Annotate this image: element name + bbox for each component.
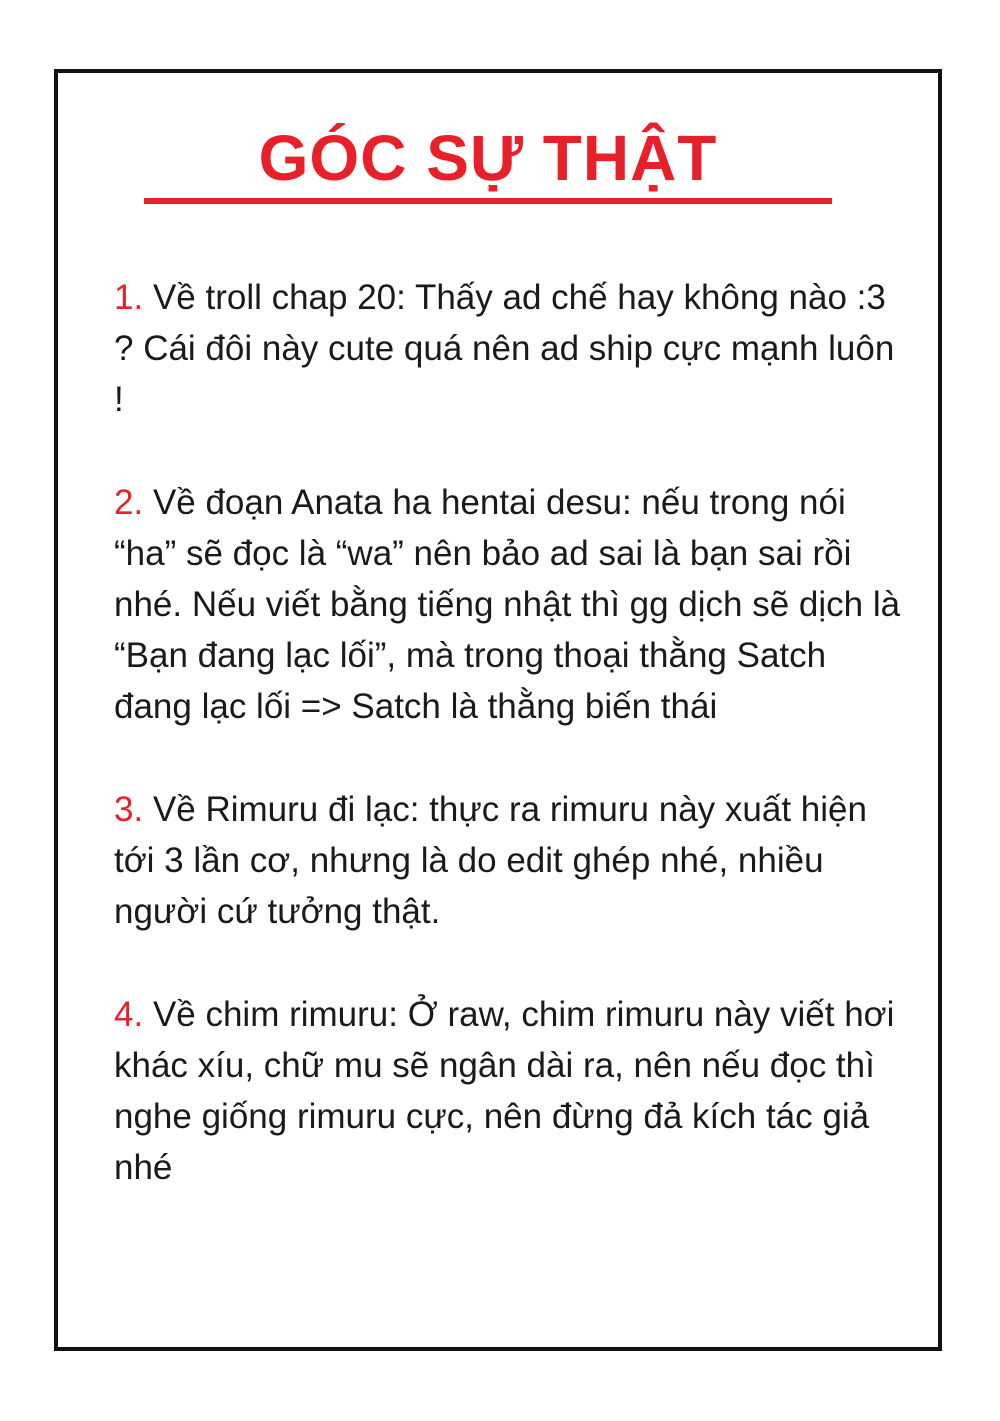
note-item-3 bbox=[114, 784, 904, 937]
note-text: Về Rimuru đi lạc: thực ra rimuru này xuất hiện tới 3 lần cơ, nhưng là do edit ghép nhé, nhiều người cứ tưởng thật. bbox=[114, 790, 867, 931]
note-item-2 bbox=[114, 477, 904, 732]
note-text: Về chim rimuru: Ở raw, chim rimuru này viết hơi khác xíu, chữ mu sẽ ngân dài ra, nên nếu đọc thì nghe giống rimuru cực, nên đừng đả kích tác giả nhé bbox=[114, 995, 895, 1187]
note-item-4 bbox=[114, 989, 904, 1193]
note-number: 4. bbox=[114, 995, 144, 1034]
note-item-1 bbox=[114, 272, 904, 425]
note-number: 3. bbox=[114, 790, 144, 829]
note-number: 2. bbox=[114, 483, 144, 522]
note-text: Về đoạn Anata ha hentai desu: nếu trong nói “ha” sẽ đọc là “wa” nên bảo ad sai là bạn sai rồi nhé. Nếu viết bằng tiếng nhật thì gg dịch sẽ dịch là “Bạn đang lạc lối”, mà trong thoại thằng Satch đang lạc lối => Satch là thằng biến thái bbox=[114, 483, 901, 726]
note-text: Về troll chap 20: Thấy ad chế hay không nào :3 ? Cái đôi này cute quá nên ad ship cực mạnh luôn ! bbox=[114, 278, 895, 419]
title-underline bbox=[144, 198, 832, 204]
note-number: 1. bbox=[114, 278, 144, 317]
notes-list bbox=[114, 272, 904, 1245]
page-title: GÓC SỰ THẬT bbox=[258, 122, 718, 194]
